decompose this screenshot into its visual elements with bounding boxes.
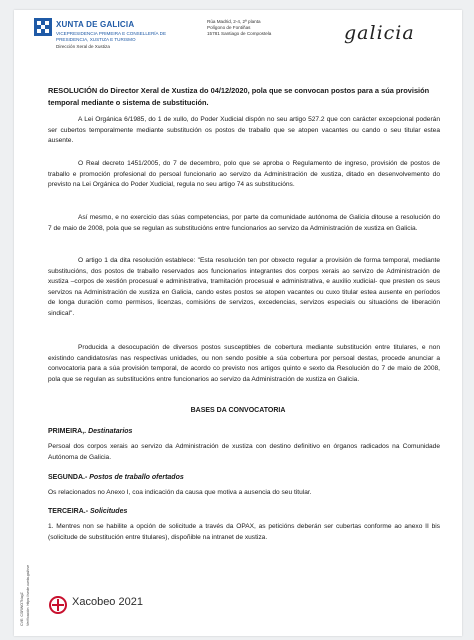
section-title: Destinatarios [88, 428, 133, 435]
document-page [14, 10, 462, 636]
section-heading [48, 474, 184, 481]
address-block [207, 19, 271, 37]
paragraph: A Lei Orgánica 6/1985, do 1 de xullo, do Poder Xudicial dispón no seu artigo 527.2 que con carácter excepcional poderán ser cubertos temporalmente mediante substitución os postos de traballo que se atopen vacantes ou cando o seu titular estea ausente. [48, 116, 440, 145]
bases-heading: BASES DA CONVOCATORIA [190, 407, 286, 414]
section-text: Persoal dos corpos xerais ao servizo da Administración de xustiza con destino definitivo en órganos radicados na Comunidade Autónoma de Galicia. [48, 443, 440, 461]
address-line: Polígono de Fontiñas [207, 25, 251, 30]
direccion-label: Dirección Xeral de Xustiza [56, 44, 110, 49]
cve-code: CVE: CSRWO7NxgZ [20, 592, 24, 626]
section-text: 1. Mentres non se habilite a opción de solicitude a través da OPAX, as peticións deberán ser cubertas conforme ao anexo II bis (solicitude de substitución entre titulares), dispoñible na intranet de xustiza. [48, 523, 440, 541]
section-heading [48, 428, 132, 435]
paragraph: O Real decreto 1451/2005, do 7 de decembro, polo que se aproba o Regulamento de ingreso, provisión de postos de traballo e promoción profesional do persoal funcionario ao servizo da Administración de xustiza, ditado en desenvolvemento do previsto na Lei Orgánica do Poder Xudicial, regula no seu artigo 74 as substitucións. [48, 160, 440, 189]
paragraph: O artigo 1 da dita resolución establece: "Esta resolución ten por obxecto regular a provisión de forma temporal, mediante substitucións, dos postos de traballo reservados aos funcionarios integrantes dos corpos xerais ao servizo de Administración de xustiza –corpos de xestión procesual e administrativa, tramitación procesual e administrativa, e auxilio xudicial- que presten os seus servizos na Administración de xustiza en Galicia, cando estes postos se atopen vacantes ou cuxo titular estea ausente en períodos de longa duración como permisos, licenzas, comisións de servizos, excedencias, servizos especiais ou situacións de liberación sindical". [48, 257, 440, 317]
resolution-title: RESOLUCIÓN do Director Xeral de Xustiza do 04/12/2020, pola que se convocan postos para a súa provisión temporal mediante o sistema de substitución. [48, 86, 430, 107]
galicia-brand: galicia [344, 22, 415, 44]
section-label: PRIMEIRA,. [48, 428, 87, 435]
vicepresidencia-label: VICEPRESIDENCIA PRIMEIRA E CONSELLERÍA DE PRESIDENCIA, XUSTIZA E TURISMO [56, 31, 167, 42]
xunta-emblem-icon [34, 18, 52, 36]
paragraph: Así mesmo, e no exercicio das súas competencias, por parte da comunidade autónoma de Galicia ditouse a resolución do 7 de maio de 2008, pola que se regulan as substitucións entre funcionarios ao servizo da Administración de xustiza en Galicia. [48, 214, 440, 232]
section-text: Os relacionados no Anexo I, coa indicación da causa que motiva a ausencia do seu titular. [48, 489, 312, 496]
address-line: Rúa Madrid, 2-4, 2ª planta [207, 19, 261, 24]
section-heading [48, 508, 127, 515]
section-label: SEGUNDA.- [48, 474, 88, 481]
address-line: 15781 Santiago de Compostela [207, 31, 272, 36]
org-name: XUNTA DE GALICIA [56, 20, 135, 29]
verification-url: Verificación: https://sede.xunta.gal/cve [26, 564, 30, 626]
xacobeo-logo-icon [49, 596, 67, 614]
xacobeo-label: Xacobeo 2021 [72, 596, 143, 608]
section-title: Postos de traballo ofertados [89, 474, 184, 481]
section-title: Solicitudes [90, 508, 128, 515]
paragraph: Producida a desocupación de diversos postos susceptibles de cobertura mediante substitución entre titulares, e non existindo candidatos/as nas respectivas unidades, ou non sendo posible a súa cobertura por persoal destas, procede anunciar a convocatoria para a súa provisión temporal, de acordo co previsto nos artigos quinto e sexto da Resolución do 7 de maio de 2008, pola que se regulan as substitucións entre funcionarios ao servizo da Administración de xustiza en Galicia. [48, 344, 440, 383]
section-label: TERCEIRA.- [48, 508, 89, 515]
xunta-logo [34, 18, 174, 58]
letterhead [14, 10, 462, 70]
